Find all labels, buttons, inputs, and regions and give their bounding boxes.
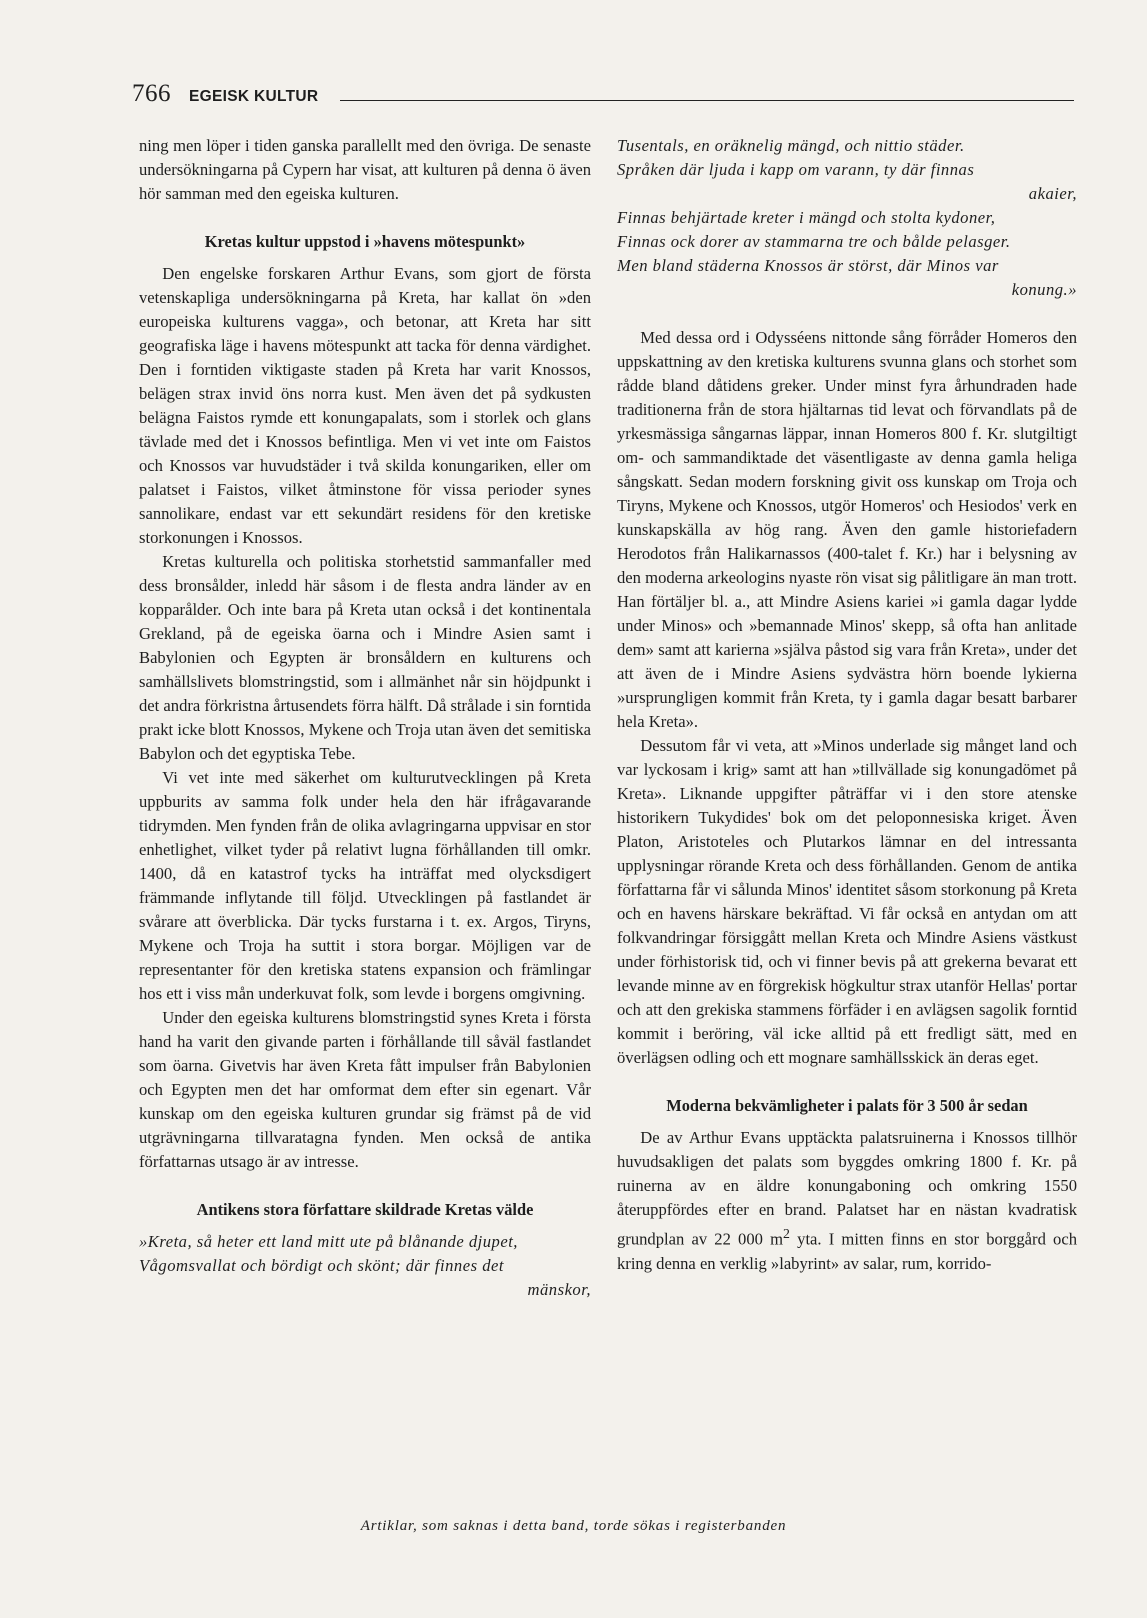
subheading: Antikens stora författare skildrade Kretas välde xyxy=(196,1200,534,1219)
superscript: 2 xyxy=(783,1226,790,1241)
poem-line: akaier, xyxy=(1028,184,1077,203)
paragraph-text: De av Arthur Evans upptäckta palatsruinerna i Knossos tillhör huvudsakligen det palats som byggdes omkring 1800 f. Kr. på ruinerna av en äldre konungaboning och omkring 1550 återuppfördes efter en brand. Palatset har en nästan kvadratisk grundplan av 22 000 xyxy=(617,1128,1077,1249)
poem-line: Tusentals, en oräknelig mängd, och nittio städer. xyxy=(617,136,965,155)
poem-line: konung.» xyxy=(1011,280,1077,299)
poem-line: »Kreta, så heter ett land mitt ute på blånande djupet, xyxy=(139,1232,518,1251)
section-title: EGEISK KULTUR xyxy=(189,88,319,105)
paragraph: Den engelske forskaren Arthur Evans, som gjort de första vetenskapliga undersökningarna på Kreta, har kallat ön »den europeiska kulturens vagga», och betonar, att Kreta har sitt geografiska läge i havens mötespunkt att tacka för denna värdighet. Den i forntiden viktigaste staden på Kreta har varit Knossos, belägen strax invid öns norra kust. Men även det på sydkusten belägna Faistos rymde ett konungapalats, som i storlek och glans tävlade med det i Knossos befintliga. Men vi vet inte om Faistos och Knossos var huvudstäder i två skilda konungariken, eller om palatset i Faistos, vilket åtminstone för vissa perioder synes sannolikare, endast var ett sekundärt residens för den kretiske storkonungen i Knossos. xyxy=(139,264,591,547)
paragraph-text: yta. I mitten finns en stor borggård och kring denna en verklig »labyrint» av salar, rum, korrido- xyxy=(617,1229,1077,1273)
subheading: Kretas kultur uppstod i »havens mötespunkt» xyxy=(204,232,526,251)
paragraph: Dessutom får vi veta, att »Minos underlade sig månget land och var lyckosam i krig» samt att han »tillvällade sig konungadömet på Kreta». Liknande uppgifter påträffar vi i den store atenske historikern Tukydides' bok om det peloponnesiska kriget. Även Platon, Aristoteles och Plutarkos lämnar en del intressanta upplysningar rörande Kreta och dess förhållanden. Genom de antika författarna får vi sålunda Minos' identitet såsom storkonung på Kreta och en havens härskare bekräftad. Vi får också en antydan om att folkvandringar försiggått mellan Kreta och Mindre Asiens västkust under förhistorisk tid, och vi finner bevis på att grekerna bevarat ett levande minne av en förgrekisk högkultur strax utanför Hellas' portar och att den grekiska stammens förfäder i en avlägsen sagolik forntid kommit i beröring, väl icke alltid på ett fredligt sätt, med en överlägsen odling och ett mognare samhällsskick än deras eget. xyxy=(617,736,1077,1067)
poem-line: Finnas behjärtade kreter i mängd och stolta kydoner, xyxy=(617,208,996,227)
paragraph: Vi vet inte med säkerhet om kulturutvecklingen på Kreta uppburits av samma folk under hela den här ifrågavarande tidrymden. Men fynden från de olika avlagringarna uppvisar en stor enhetlighet, vilket tyder på relativt lugna förhållanden till omkr. 1400, då en katastrof tycks ha inträffat med olycksdigert främmande inflytande till följd. Utvecklingen på fastlandet är svårare att överblicka. Där tycks furstarna i t. ex. Argos, Tiryns, Mykene och Troja ha suttit i stora borgar. Möjligen var de representanter för den kretiska statens expansion och främlingar hos ett i viss mån underkuvat folk, som levde i borgens omgivning. xyxy=(139,768,591,1003)
poem-line: Men bland städerna Knossos är störst, där Minos var xyxy=(617,256,999,275)
page-header xyxy=(132,80,1074,114)
poem-line: Finnas ock dorer av stammarna tre och bålde pelasger. xyxy=(617,232,1011,251)
header-rule xyxy=(340,100,1074,101)
paragraph xyxy=(617,1126,1077,1276)
unit: m xyxy=(770,1229,784,1249)
poem-line: mänskor, xyxy=(527,1280,591,1299)
poem-quote xyxy=(139,1230,591,1302)
page-footer: Artiklar, som saknas i detta band, torde sökas i registerbanden xyxy=(360,1518,787,1534)
left-column xyxy=(139,134,591,1302)
paragraph: Kretas kulturella och politiska storhetstid sammanfaller med dess bronsålder, inledd här såsom i de flesta andra länder av en kopparålder. Och inte bara på Kreta utan också i det kontinentala Grekland, på de egeiska öarna och i Mindre Asien samt i Babylonien och Egypten är bronsåldern en kulturens och samhällslivets blomstringstid, som i allmänhet når sin höjdpunkt i det andra förkristna årtusendets förra hälft. Då strålade i sin forntida prakt icke blott Knossos, Mykene och Troja utan även det semitiska Babylon och det egyptiska Tebe. xyxy=(139,552,592,763)
poem-line: Vågomsvallat och bördigt och skönt; där finnes det xyxy=(139,1256,504,1275)
page-number: 766 xyxy=(132,80,171,107)
poem-line: Språken där ljuda i kapp om varann, ty där finnas xyxy=(617,160,975,179)
subheading: Moderna bekvämligheter i palats för 3 500 år sedan xyxy=(666,1096,1028,1115)
paragraph: Med dessa ord i Odysséens nittonde sång förråder Homeros den uppskattning av den kretiska kulturens svunna glans och storhet som rådde bland dåtidens greker. Under minst fyra århundraden hade traditionerna från de stora hjältarnas tid levat och förvandlats på de yrkesmässiga sångarnas läppar, innan Homeros 800 f. Kr. slutgiltigt om- och sammandiktade det väsentligaste av denna gamla heliga sångskatt. Sedan modern forskning givit oss kunskap om Troja och Tiryns, Mykene och Knossos, utgör Homeros' och Hesiodos' verk en kunskapskälla av hög rang. Även den gamle historiefadern Herodotos från Halikarnassos (400-talet f. Kr.) har i belysning av den moderna arkeologins nyaste rön visat sig pålitligare än man trott. Han förtäljer bl. a., att Mindre Asiens kariei »i gamla dagar lydde under Minos» och »bemannade Minos' skepp, så ofta han anlitade dem» samt att karierna »själva påstod sig vara från Kreta», under det att även de i Mindre Asiens sydvästra hörn boende lykierna »ursprungligen kommit från Kreta, ty i gamla dagar besatt barbarer hela Kreta». xyxy=(617,328,1077,731)
paragraph: Under den egeiska kulturens blomstringstid synes Kreta i första hand ha varit den givande parten i förhållande till såväl fastlandet som öarna. Givetvis har även Kreta fått impulser från Babylonien och Egypten men det har omformat dem efter sin egenart. Vår kunskap om den egeiska kulturen grundar sig främst på de vid utgrävningarna tillvaratagna fynden. Men också de antika författarnas utsago är av intresse. xyxy=(139,1008,591,1171)
poem-quote xyxy=(617,134,1077,302)
right-column xyxy=(617,134,1077,1276)
paragraph: ning men löper i tiden ganska parallellt med den övriga. De senaste undersökningarna på Cypern har visat, att kulturen på denna ö även hör samman med den egeiska kulturen. xyxy=(139,136,591,203)
